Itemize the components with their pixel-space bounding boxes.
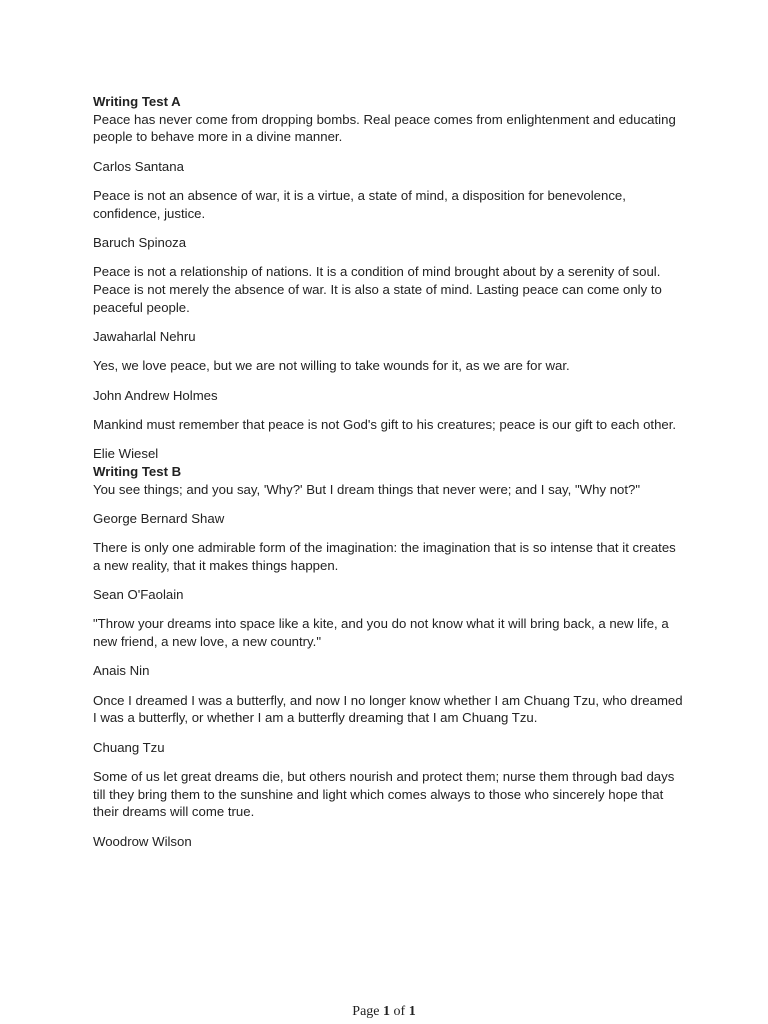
total-page-count: 1: [408, 1004, 416, 1019]
page-word: Page: [352, 1004, 380, 1019]
quote-author: Sean O'Faolain: [93, 587, 184, 603]
quote-text: Mankind must remember that peace is not God's gift to his creatures; peace is our gift to each other.: [93, 416, 677, 432]
section-writing-test-b: [93, 463, 683, 851]
document-body: [93, 93, 683, 862]
quote-text: Peace is not a relationship of nations. It is a condition of mind brought about by a serenity of soul. Peace is not merely the absence of war. It is also a state of mind. Lasting peace can come only to peaceful people.: [93, 264, 662, 315]
page-footer: [0, 1004, 768, 1020]
quote-author: Chuang Tzu: [93, 739, 165, 755]
section-heading: Writing Test A: [93, 94, 181, 109]
quote-author: George Bernard Shaw: [93, 510, 225, 526]
quote-author: Baruch Spinoza: [93, 235, 187, 250]
quote-author: Carlos Santana: [93, 158, 184, 174]
quote-author: Anais Nin: [93, 663, 150, 679]
current-page-number: 1: [383, 1004, 391, 1019]
quote-text: Some of us let great dreams die, but others nourish and protect them; nurse them through bad days till they bring them to the sunshine and light which comes always to those who sincerely hope that their dreams will come true.: [93, 769, 675, 820]
quote-text: Peace is not an absence of war, it is a virtue, a state of mind, a disposition for benevolence, confidence, justice.: [93, 188, 626, 221]
quote-author: Woodrow Wilson: [93, 833, 192, 849]
quote-text: Once I dreamed I was a butterfly, and now I no longer know whether I am Chuang Tzu, who dreamed I was a butterfly, or whether I am a butterfly dreaming that I am Chuang Tzu.: [93, 692, 683, 726]
quote-text: There is only one admirable form of the imagination: the imagination that is so intense that it creates a new reality, that it makes things happen.: [93, 540, 676, 573]
quote-author: Jawaharlal Nehru: [93, 329, 196, 344]
quote-author: John Andrew Holmes: [93, 387, 218, 403]
quote-text: Peace has never come from dropping bombs. Real peace comes from enlightenment and educating people to behave more in a divine manner.: [93, 111, 676, 145]
section-writing-test-a: [93, 93, 683, 463]
quote-text: You see things; and you say, 'Why?' But I dream things that never were; and I say, "Why not?": [93, 481, 641, 497]
section-heading: Writing Test B: [93, 463, 182, 479]
quote-author: Elie Wiesel: [93, 446, 159, 462]
of-word: of: [393, 1004, 406, 1019]
quote-text: Yes, we love peace, but we are not willing to take wounds for it, as we are for war.: [93, 358, 570, 374]
quote-text: "Throw your dreams into space like a kite, and you do not know what it will bring back, a new life, a new friend, a new love, a new country.": [93, 616, 669, 650]
